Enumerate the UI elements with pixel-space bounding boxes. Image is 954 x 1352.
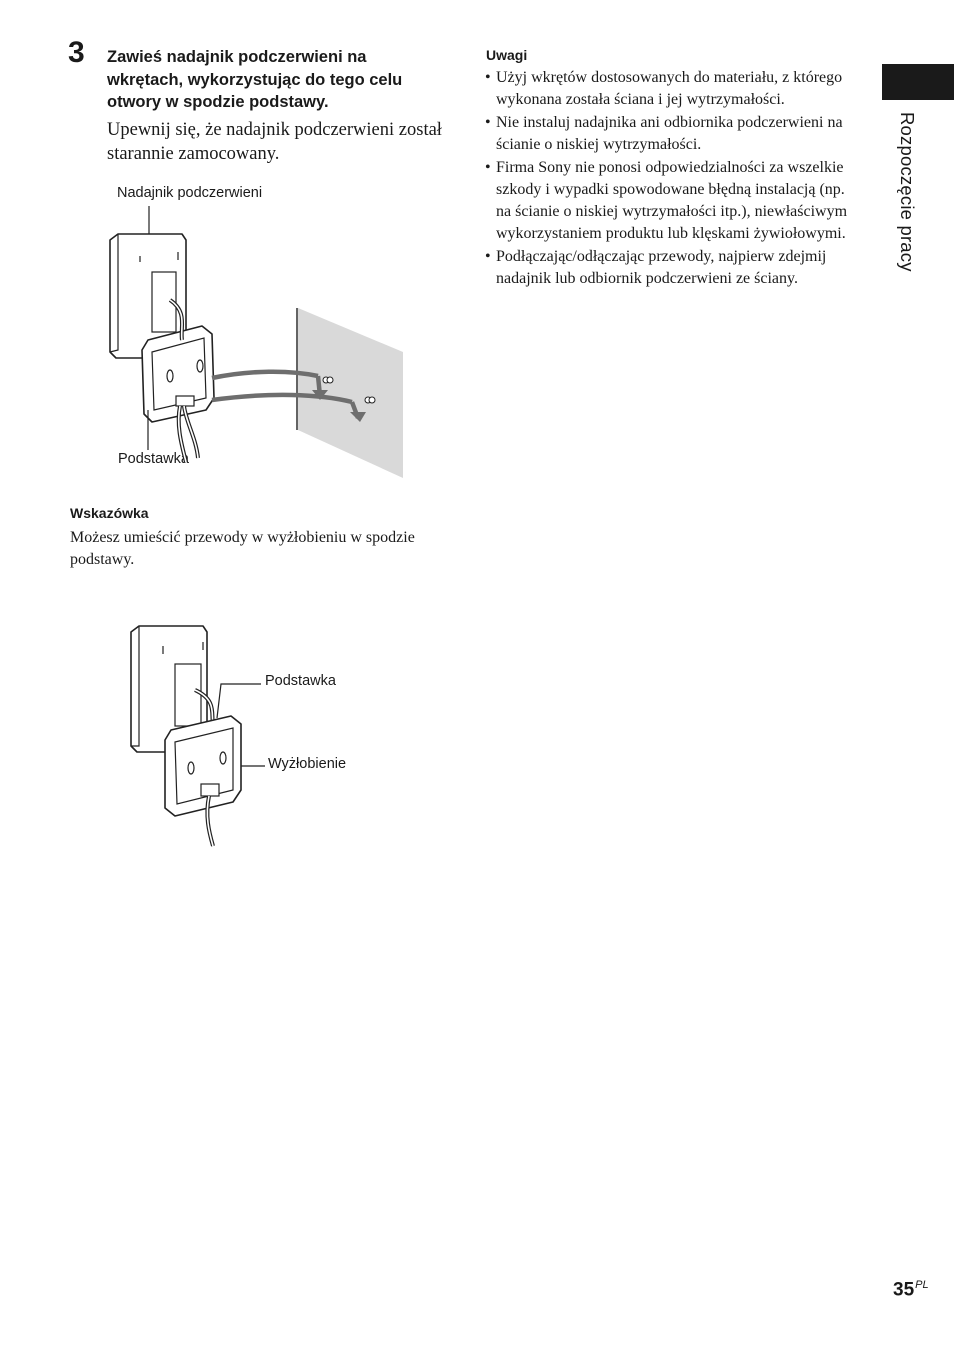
mounting-illustration [100,200,410,485]
notes-heading: Uwagi [486,47,528,63]
step-body: Upewnij się, że nadajnik podczerwieni został starannie zamocowany. [107,120,442,164]
tip-text: Możesz umieścić przewody w wyżłobieniu w spodzie podstawy. [70,529,415,568]
figure1-label-transmitter: Nadajnik podczerwieni [117,185,263,201]
notes-item: • Nie instaluj nadajnika ani odbiornika podczerwieni na ścianie o niskiej wytrzymałości. [485,114,843,153]
screw-icon [323,377,333,383]
step-number: 3 [68,36,85,69]
figure2-label-base: Podstawka [265,673,336,689]
notes-item: • Firma Sony nie ponosi odpowiedzialności za wszelkie szkody i wypadki spowodowane błędną instalacją (np. na ścianie o niskiej wytrzymałości itp.), niewłaściwym wykorzystaniem produktu lub klęskami żywiołowymi. [485,159,848,242]
notes-item: • Użyj wkrętów dostosowanych do materiału, z którego wykonana została ściana i jej wytrzymałości. [485,69,843,108]
section-tab-label: Rozpoczęcie pracy [897,112,918,272]
screw-icon [365,397,375,403]
notes-item: • Podłączając/odłączając przewody, najpierw zdejmij nadajnik lub odbiornik podczerwieni ze ściany. [485,248,827,287]
groove-illustration [125,620,365,850]
figure2-label-groove: Wyżłobienie [268,756,347,772]
section-tab-marker [882,64,954,100]
step-title: Zawieś nadajnik podczerwieni na wkrętach, wykorzystując do tego celu otwory w spodzie podstawy. [107,48,403,111]
figure1-label-base: Podstawka [118,451,189,467]
tip-heading: Wskazówka [70,505,149,521]
notes-list [484,67,856,291]
wall-shape [298,308,403,478]
page-number: $35^{PL}$ [893,1279,929,1301]
